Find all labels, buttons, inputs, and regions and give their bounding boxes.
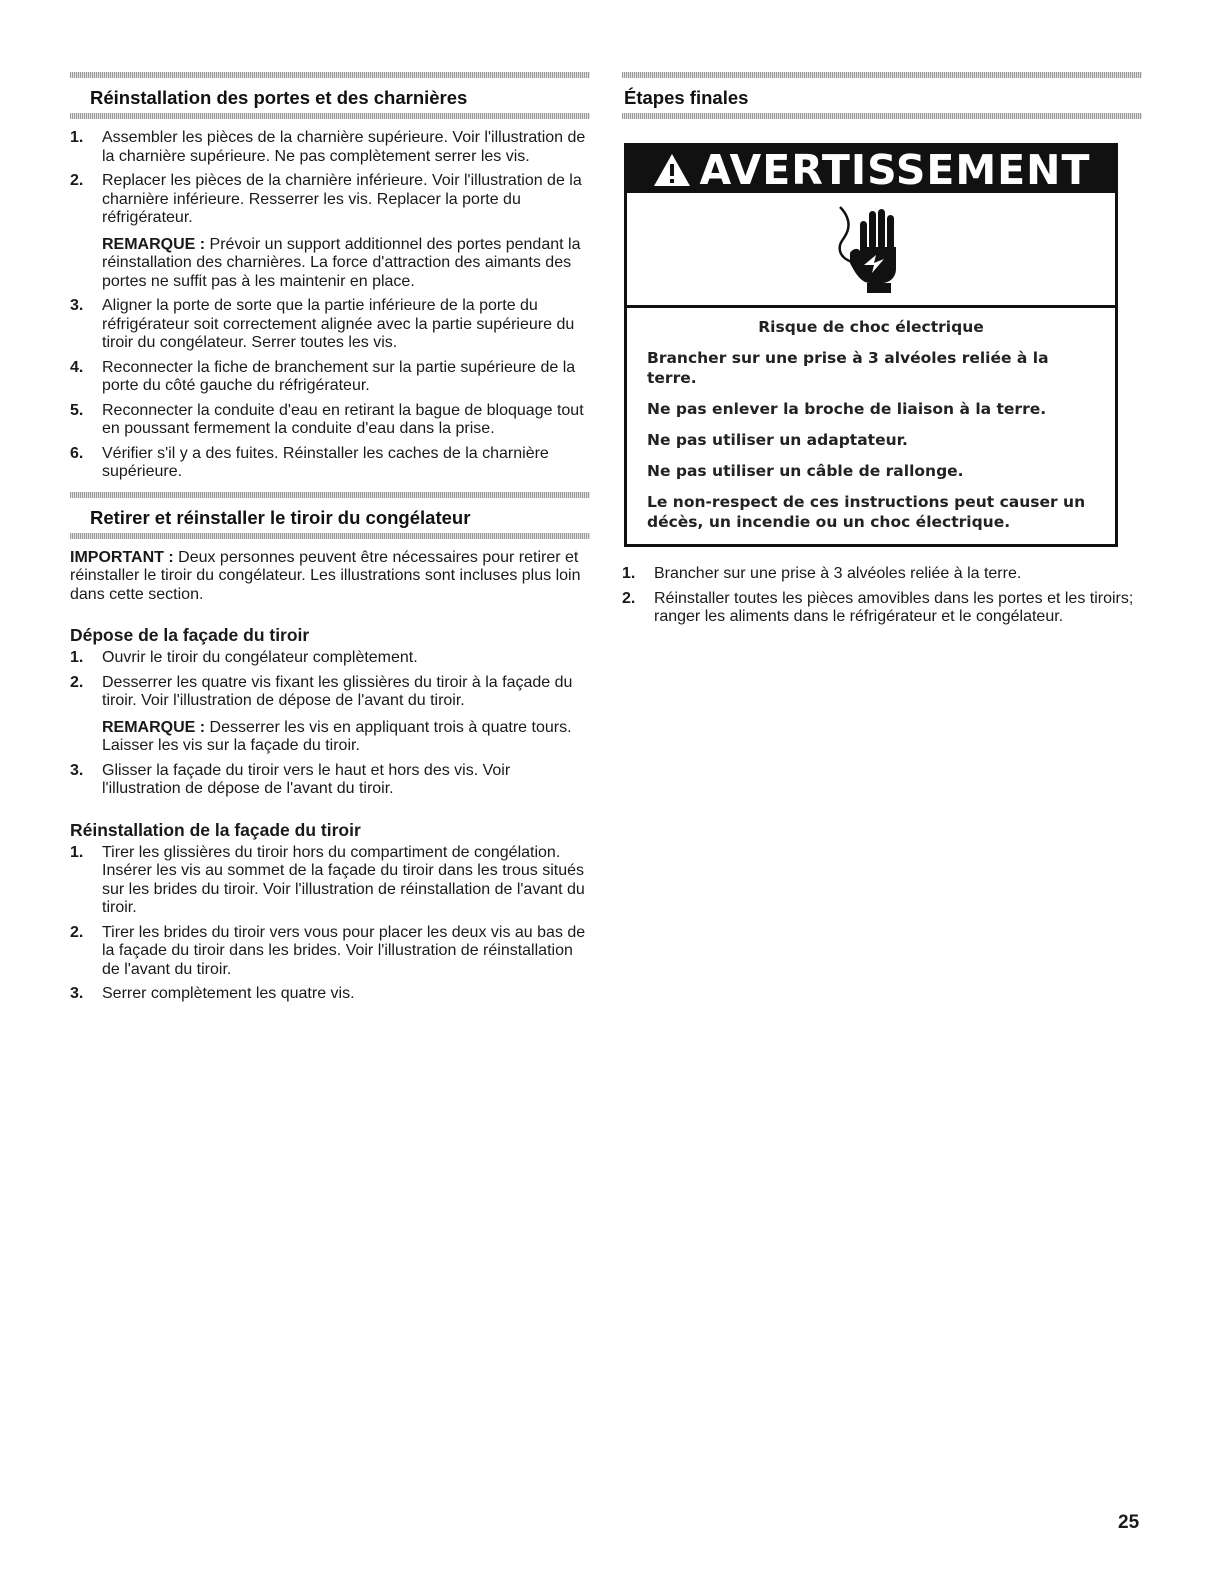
list-item: 3. Serrer complètement les quatre vis. xyxy=(70,985,355,1002)
list-item: 1. Assembler les pièces de la charnière supérieure. Voir l'illustration de la charnière supérieure. Ne pas complètement serrer les vis. xyxy=(70,129,586,165)
final-steps-list xyxy=(622,565,1142,627)
list-item: 2. Replacer les pièces de la charnière inférieure. Voir l'illustration de la charnière inférieure. Resserrer les vis. Replacer la porte du réfrigérateur. REMARQUE : Prévoir un support additionnel des portes pendant la réinstallation des charnières. La force d'attraction des aimants des portes ne suffit pas à les maintenir en place. xyxy=(70,172,590,291)
warning-header: AVERTISSEMENT xyxy=(627,146,1115,193)
subhead-reinstall-drawer-front: Réinstallation de la façade du tiroir xyxy=(70,819,361,840)
warning-triangle-icon xyxy=(652,152,692,188)
list-item: 3. Glisser la façade du tiroir vers le haut et hors des vis. Voir l'illustration de dépose de l'avant du tiroir. xyxy=(70,761,511,797)
subhead-remove-drawer-front: Dépose de la façade du tiroir xyxy=(70,625,310,645)
section-title-doors: Réinstallation des portes et des charnières xyxy=(90,87,468,108)
page-number: 25 xyxy=(1118,1512,1140,1533)
list-item: 6. Vérifier s'il y a des fuites. Réinstaller les caches de la charnière supérieure. xyxy=(70,444,549,480)
remove-steps-list xyxy=(70,649,590,799)
left-column xyxy=(70,72,590,1010)
section-rule xyxy=(622,113,1142,119)
reinstall-steps-list xyxy=(70,844,590,1004)
warning-line: Ne pas utiliser un adaptateur. xyxy=(647,431,908,449)
warning-line: Ne pas utiliser un câble de rallonge. xyxy=(647,462,964,480)
warning-line: Le non-respect de ces instructions peut causer un décès, un incendie ou un choc électrique. xyxy=(647,493,1086,531)
section-title-final-steps: Étapes finales xyxy=(624,87,749,108)
section-rule xyxy=(70,533,590,539)
note: REMARQUE : Prévoir un support additionnel des portes pendant la réinstallation des charnières. La force d'attraction des aimants des portes ne suffit pas à les maintenir en place. xyxy=(102,235,581,290)
note: REMARQUE : Desserrer les vis en appliquant trois à quatre tours. Laisser les vis sur la façade du tiroir. xyxy=(102,718,572,754)
warning-line: Brancher sur une prise à 3 alvéoles reliée à la terre. xyxy=(647,349,1049,387)
list-item: 1. Ouvrir le tiroir du congélateur complètement. xyxy=(70,649,418,666)
list-item: 2. Tirer les brides du tiroir vers vous pour placer les deux vis au bas de la façade du tiroir dans les brides. Voir l'illustration de réinstallation de l'avant du tiroir. xyxy=(70,923,586,978)
warning-box xyxy=(624,143,1118,547)
warning-body xyxy=(627,308,1115,544)
electric-shock-hand-icon xyxy=(826,203,916,295)
warning-line: Ne pas enlever la broche de liaison à la terre. xyxy=(647,400,1047,418)
important-paragraph: IMPORTANT : Deux personnes peuvent être nécessaires pour retirer et réinstaller le tiroir du congélateur. Les illustrations sont incluses plus loin dans cette section. xyxy=(70,548,581,603)
list-item: 1. Tirer les glissières du tiroir hors du compartiment de congélation. Insérer les vis au sommet de la façade du tiroir dans les trous situés sur les brides du tiroir. Voir l'illustration de réinstallation de l'avant du tiroir. xyxy=(70,843,585,916)
section-rule xyxy=(70,113,590,119)
right-column xyxy=(622,72,1142,633)
list-item: 2. Réinstaller toutes les pièces amovibles dans les portes et les tiroirs; ranger les aliments dans le réfrigérateur et le congélateur. xyxy=(622,589,1134,625)
list-item: 3. Aligner la porte de sorte que la partie inférieure de la porte du réfrigérateur soit correctement alignée avec la partie supérieure du tiroir du congélateur. Serrer toutes les vis. xyxy=(70,297,575,351)
list-item: 2. Desserrer les quatre vis fixant les glissières du tiroir à la façade du tiroir. Voir l'illustration de dépose de l'avant du tiroir. REMARQUE : Desserrer les vis en appliquant trois à quatre tours. Laisser les vis sur la façade du tiroir. xyxy=(70,674,590,756)
list-item: 5. Reconnecter la conduite d'eau en retirant la bague de bloquage tout en poussant fermement la conduite d'eau dans la prise. xyxy=(70,401,584,437)
section-title-drawer: Retirer et réinstaller le tiroir du congélateur xyxy=(90,506,471,528)
list-item: 4. Reconnecter la fiche de branchement sur la partie supérieure de la porte du côté gauche du réfrigérateur. xyxy=(70,358,576,394)
doors-steps-list xyxy=(70,129,590,482)
list-item: 1. Brancher sur une prise à 3 alvéoles reliée à la terre. xyxy=(622,565,1022,582)
risk-heading: Risque de choc électrique xyxy=(758,318,984,336)
